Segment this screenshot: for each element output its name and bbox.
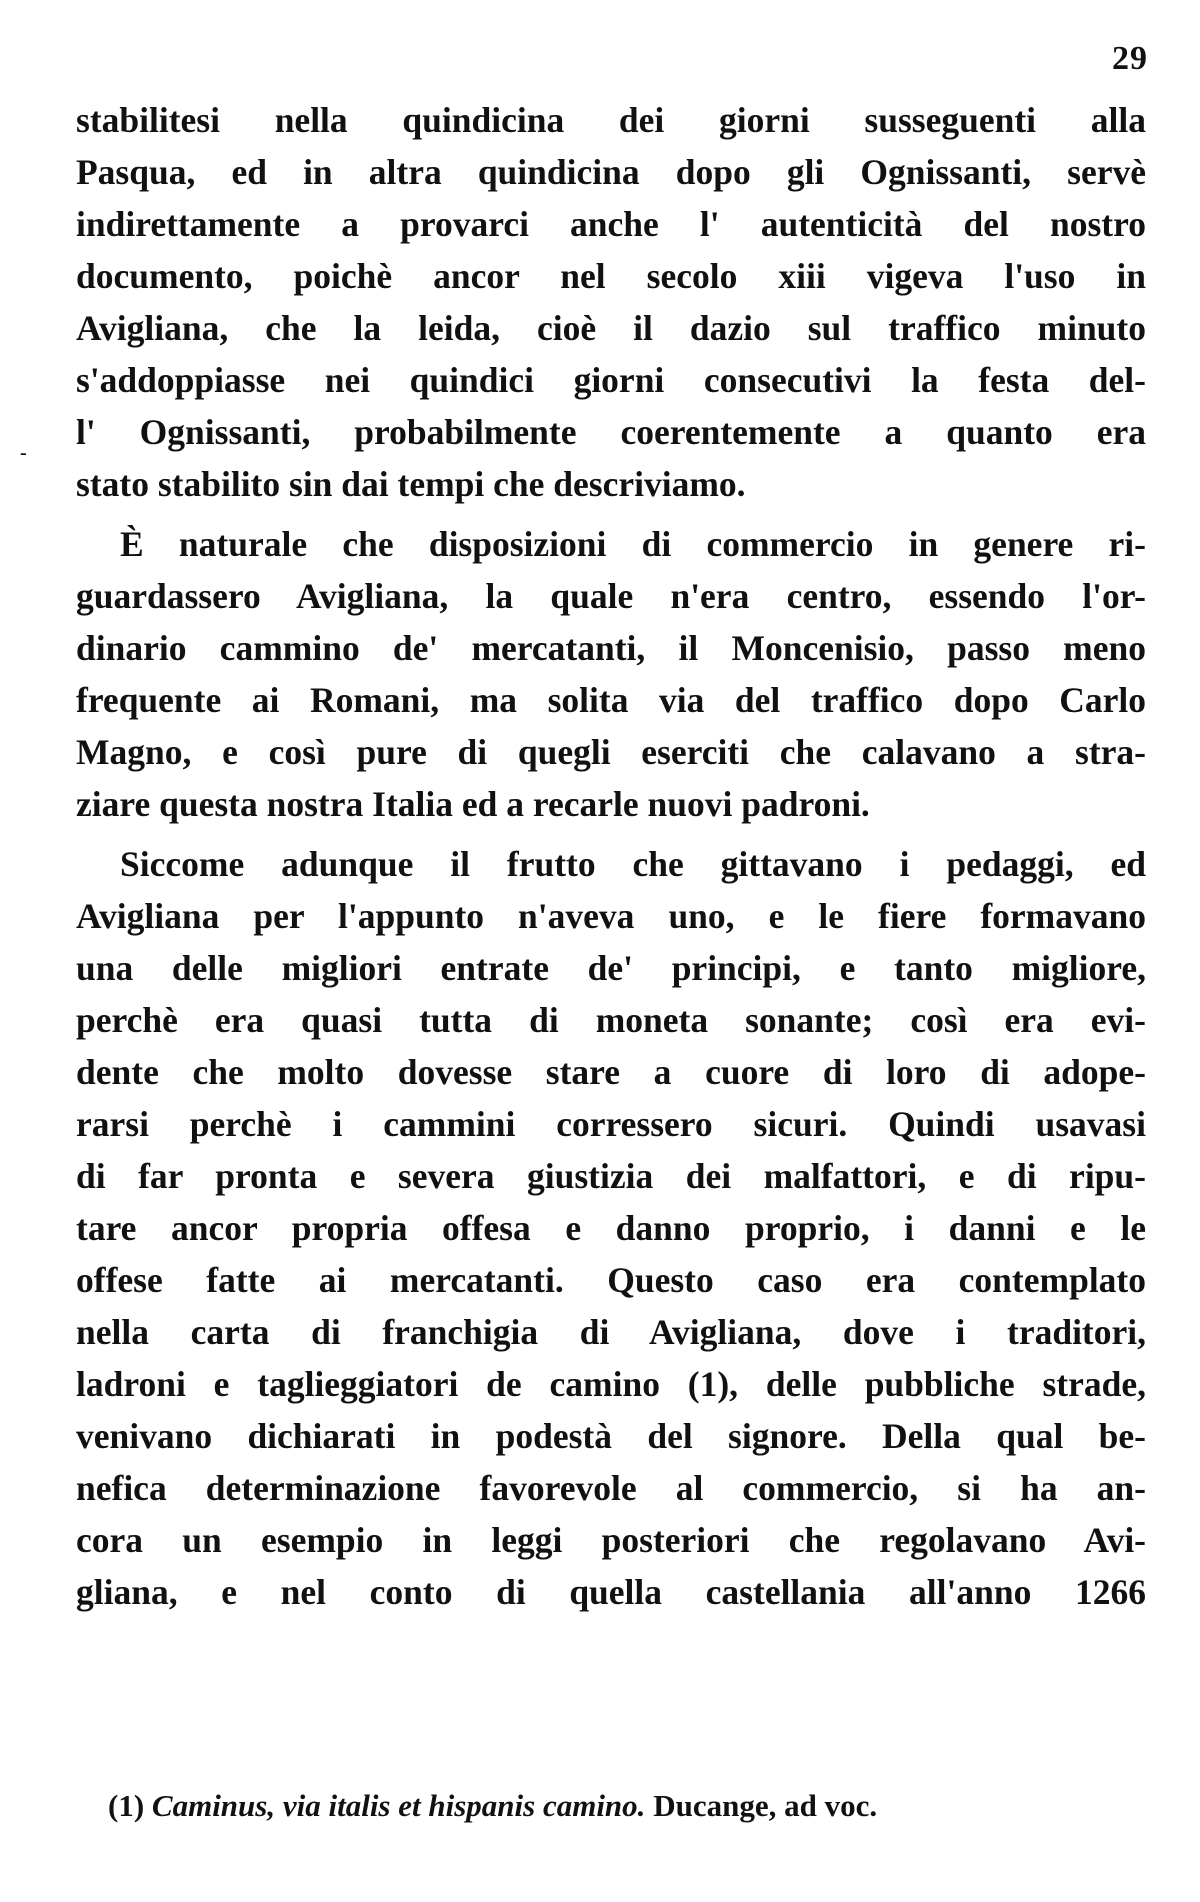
text-line: guardassero Avigliana, la quale n'era centro, essendo l'or- [76,576,1146,616]
text-line: Pasqua, ed in altra quindicina dopo gli Ognissanti, servè [76,152,1146,192]
text-line: Avigliana per l'appunto n'aveva uno, e le fiere formavano [76,896,1146,936]
text-line: venivano dichiarati in podestà del signore. Della qual be- [76,1416,1146,1456]
text-line: perchè era quasi tutta di moneta sonante; così era evi- [76,1000,1146,1040]
text-line: tare ancor propria offesa e danno proprio, i danni e le [76,1208,1146,1248]
text-line: di far pronta e severa giustizia dei malfattori, e di ripu- [76,1156,1146,1196]
text-line: cora un esempio in leggi posteriori che regolavano Avi- [76,1520,1146,1560]
paragraph [76,518,1146,830]
paragraph [76,94,1146,510]
footnote-marker: (1) [108,1788,145,1823]
text-line: Siccome adunque il frutto che gittavano i pedaggi, ed [120,844,1146,884]
text-line: gliana, e nel conto di quella castellania all'anno 1266 [76,1572,1146,1612]
footnote [108,1788,1108,1824]
text-line: indirettamente a provarci anche l' autenticità del nostro [76,204,1146,244]
text-line: Magno, e così pure di quegli eserciti che calavano a stra- [76,732,1146,772]
text-line: documento, poichè ancor nel secolo xiii vigeva l'uso in [76,256,1146,296]
text-line: dente che molto dovesse stare a cuore di loro di adope- [76,1052,1146,1092]
text-line: l' Ognissanti, probabilmente coerentemente a quanto era [76,412,1146,452]
margin-mark: - [20,442,27,464]
text-line: rarsi perchè i cammini corressero sicuri. Quindi usavasi [76,1104,1146,1144]
text-line: ladroni e taglieggiatori de camino (1), delle pubbliche strade, [76,1364,1146,1404]
text-line: una delle migliori entrate de' principi, e tanto migliore, [76,948,1146,988]
footnote-italic-text: Caminus, via italis et hispanis camino. [151,1788,646,1823]
page-number: 29 [1112,40,1148,77]
text-line: È naturale che disposizioni di commercio in genere ri- [120,524,1146,564]
paragraph [76,838,1146,1618]
text-line: nefica determinazione favorevole al commercio, si ha an- [76,1468,1146,1508]
text-line: stabilitesi nella quindicina dei giorni susseguenti alla [76,100,1146,140]
text-line: dinario cammino de' mercatanti, il Moncenisio, passo meno [76,628,1146,668]
body-text [76,94,1146,1618]
text-line: offese fatte ai mercatanti. Questo caso era contemplato [76,1260,1146,1300]
text-line: ziare questa nostra Italia ed a recarle nuovi padroni. [76,784,870,824]
text-line: frequente ai Romani, ma solita via del traffico dopo Carlo [76,680,1146,720]
footnote-reference: Ducange, ad voc. [653,1788,878,1823]
text-line: s'addoppiasse nei quindici giorni consecutivi la festa del- [76,360,1146,400]
text-line: nella carta di franchigia di Avigliana, dove i traditori, [76,1312,1146,1352]
text-line: stato stabilito sin dai tempi che descriviamo. [76,464,746,504]
text-line: Avigliana, che la leida, cioè il dazio sul traffico minuto [76,308,1146,348]
